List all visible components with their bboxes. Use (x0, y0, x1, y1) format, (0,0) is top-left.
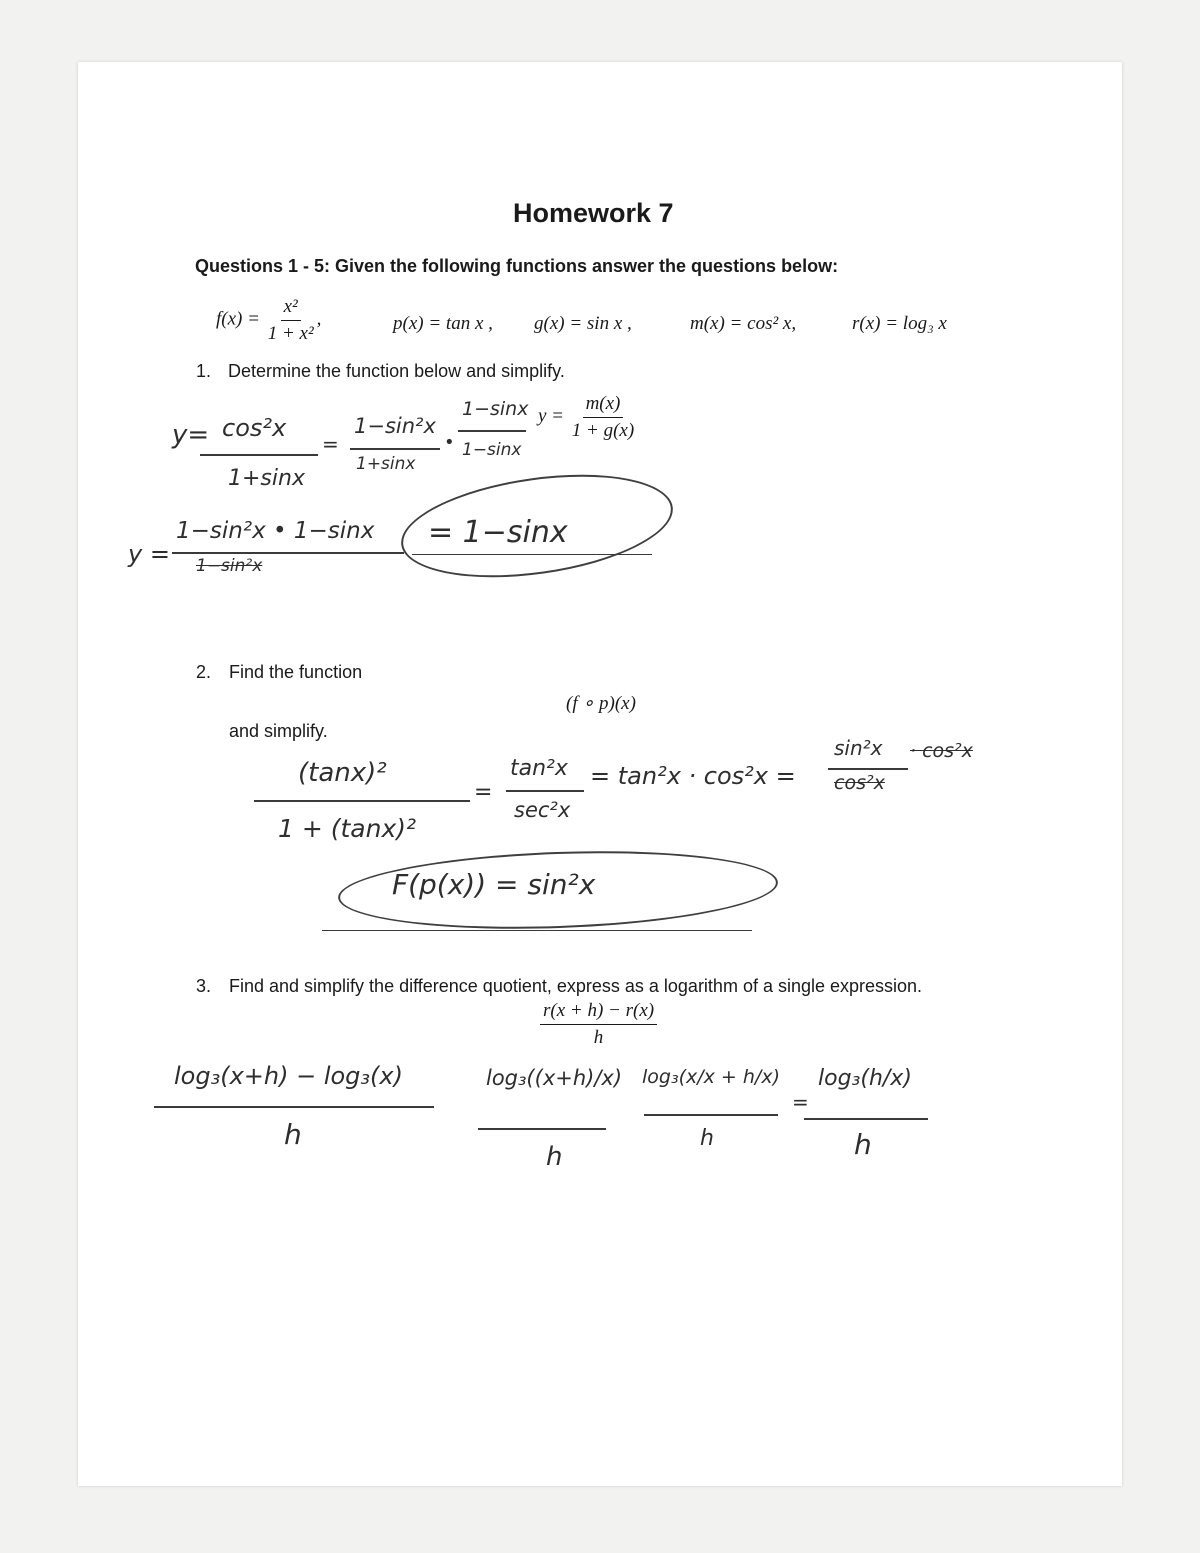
q3-work-fraction-1-numerator: log₃(x+h) − log₃(x) (174, 1062, 403, 1090)
question-1-number: 1. (196, 361, 212, 381)
q3-work-fraction-2-numerator: log₃((x+h)/x) (486, 1066, 623, 1090)
q3-work-fraction-3-bar (644, 1114, 778, 1116)
function-g: g(x) = sin x , (534, 313, 632, 334)
q1-work-fraction-3-numerator: 1−sinx (462, 398, 529, 420)
q3-work-equals: = (792, 1090, 809, 1114)
q1-work-y-label: y= (172, 420, 210, 450)
question-1-formula-denominator: 1 + g(x) (571, 419, 635, 441)
question-1-prompt: Determine the function below and simplify. (228, 361, 565, 381)
function-f-lhs: f(x) = (216, 308, 260, 330)
question-3-formula-numerator: r(x + h) − r(x) (540, 1000, 657, 1025)
q3-work-fraction-4-numerator: log₃(h/x) (818, 1066, 912, 1091)
q2-work-equals-1: = (474, 780, 493, 805)
question-1-formula (538, 393, 637, 442)
question-2-number: 2. (196, 662, 212, 682)
q2-work-fraction-1-bar (254, 800, 470, 802)
q3-work-fraction-3-denominator: h (700, 1126, 714, 1151)
q3-work-fraction-3-numerator: log₃(x/x + h/x) (642, 1066, 780, 1088)
q1-work-fraction-1-bar (200, 454, 318, 456)
questions-intro: Questions 1 - 5: Given the following functions answer the questions below: (195, 256, 839, 276)
q1-work-dot: • (444, 432, 455, 453)
q1-work-equals: = (322, 432, 339, 456)
q2-work-fraction-1-numerator: (tanx)² (298, 758, 387, 788)
q1-work-fraction-3-bar (458, 430, 526, 432)
q3-work-fraction-2-bar (478, 1128, 606, 1130)
q1-work-line2-denominator: 1−sin²x (196, 556, 263, 576)
q3-work-fraction-4-bar (804, 1118, 928, 1120)
question-3-number: 3. (196, 976, 212, 996)
q1-work-fraction-1-numerator: cos²x (222, 414, 287, 442)
q3-work-fraction-1-denominator: h (284, 1118, 302, 1151)
q3-work-fraction-2-denominator: h (546, 1142, 563, 1172)
q1-work-fraction-1-denominator: 1+sinx (228, 466, 305, 491)
question-1-formula-fraction (569, 393, 637, 442)
question-3-formula-fraction (540, 1000, 657, 1049)
function-f-comma: , (316, 308, 322, 330)
q1-answer: = 1−sinx (428, 515, 568, 550)
q2-answer-underline (322, 930, 752, 931)
q2-work-fraction-2-bar (506, 790, 584, 792)
question-1-formula-lhs: y = (538, 405, 565, 427)
q2-work-fraction-3-denominator: cos²x (834, 772, 885, 794)
question-3-formula (540, 1000, 657, 1049)
q2-work-fraction-1-denominator: 1 + (tanx)² (278, 814, 417, 843)
q2-answer: F(p(x)) = sin²x (392, 868, 596, 901)
q1-answer-underline (412, 554, 652, 555)
question-2-prompt: Find the function (229, 662, 363, 682)
q1-work-fraction-2-bar (350, 448, 440, 450)
question-2-formula: (f ∘ p)(x) (566, 693, 636, 714)
function-p: p(x) = tan x , (393, 313, 493, 334)
question-1-formula-numerator: m(x) (583, 393, 624, 418)
function-f (216, 296, 321, 345)
question-3-formula-denominator: h (593, 1026, 604, 1048)
q2-work-tail: · cos²x (910, 740, 973, 762)
function-m: m(x) = cos² x, (690, 313, 797, 334)
q2-work-fraction-3-bar (828, 768, 908, 770)
question-2-suffix: and simplify. (229, 721, 328, 741)
function-f-numerator: x² (281, 296, 301, 321)
q2-work-fraction-2-numerator: tan²x (510, 756, 568, 781)
q2-work-middle: = tan²x · cos²x = (590, 762, 796, 790)
q3-work-fraction-1-bar (154, 1106, 434, 1108)
q1-work-line2-bar (172, 552, 404, 554)
function-f-fraction (265, 296, 317, 345)
function-f-denominator: 1 + x² (267, 322, 314, 344)
q1-work-fraction-2-numerator: 1−sin²x (354, 414, 436, 438)
page-title: Homework 7 (513, 198, 674, 228)
q2-work-fraction-3-numerator: sin²x (834, 736, 883, 760)
q1-work-fraction-2-denominator: 1+sinx (356, 454, 416, 474)
q1-work-fraction-3-denominator: 1−sinx (462, 440, 522, 460)
function-r: r(x) = log₃ x (852, 313, 947, 334)
q2-work-fraction-2-denominator: sec²x (514, 798, 571, 822)
q1-work-line2-numerator: 1−sin²x • 1−sinx (176, 518, 375, 544)
q3-work-fraction-4-denominator: h (854, 1128, 872, 1161)
question-3-prompt: Find and simplify the difference quotient, express as a logarithm of a single expression. (229, 976, 923, 996)
q1-work-line2-y-label: y = (128, 540, 170, 568)
